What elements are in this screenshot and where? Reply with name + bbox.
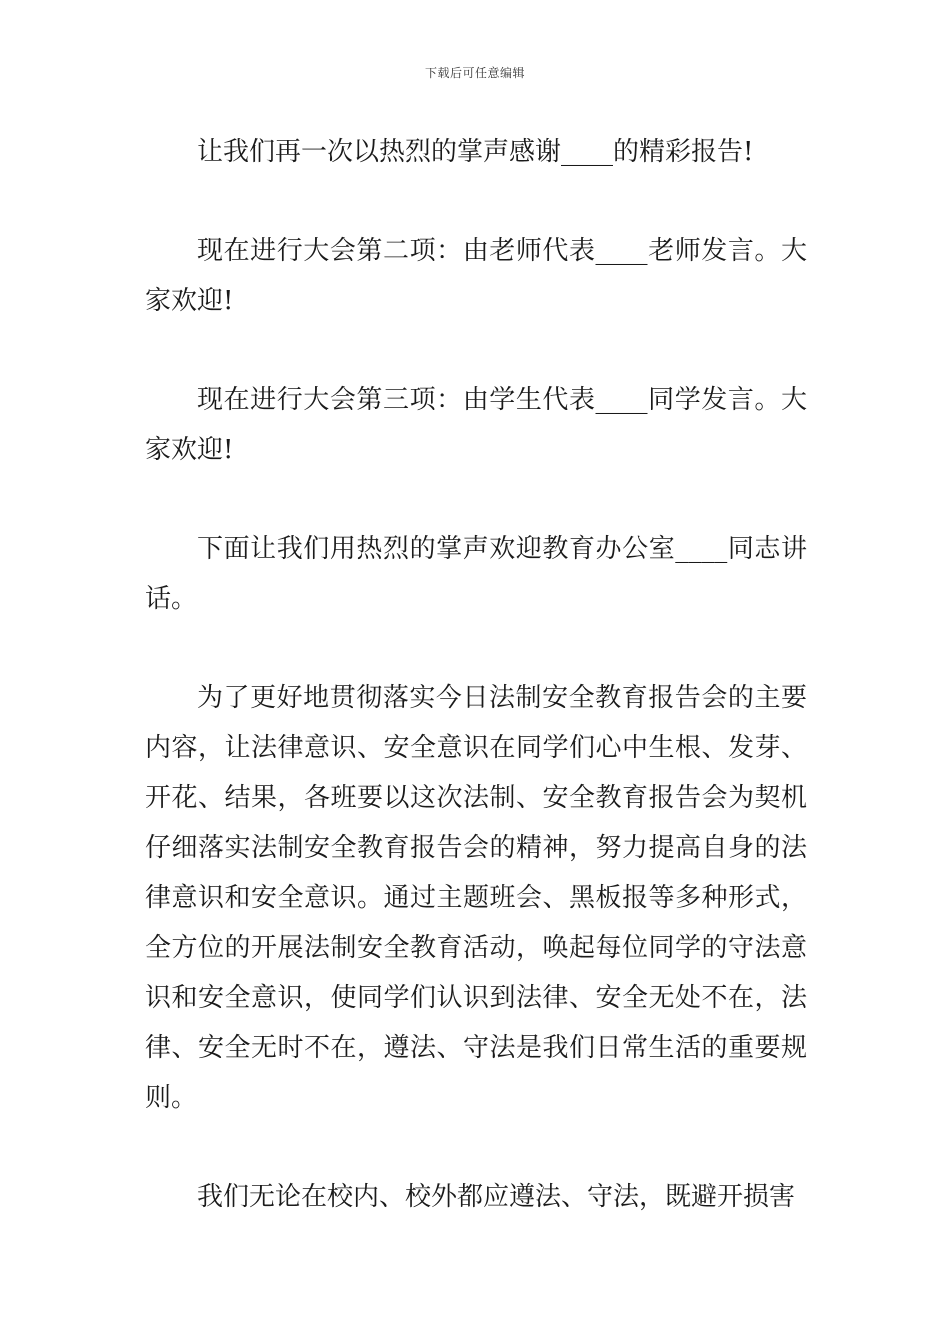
paragraph-office-speech: 下面让我们用热烈的掌声欢迎教育办公室____同志讲话。	[145, 534, 807, 614]
paragraph-teacher-speech: 现在进行大会第二项：由老师代表____老师发言。大家欢迎!	[145, 236, 807, 316]
document-body	[145, 127, 807, 1271]
header-note: 下载后可任意编辑	[424, 66, 525, 80]
paragraph-thanks-report: 让我们再一次以热烈的掌声感谢____的精彩报告!	[197, 137, 754, 167]
paragraph-implementation: 为了更好地贯彻落实今日法制安全教育报告会的主要内容，让法律意识、安全意识在同学们心中生根、发芽、开花、结果，各班要以这次法制、安全教育报告会为契机仔细落实法制安全教育报告会的精神，努力提高自身的法律意识和安全意识。通过主题班会、黑板报等多种形式，全方位的开展法制安全教育活动，唤起每位同学的守法意识和安全意识，使同学们认识到法律、安全无处不在，法律、安全无时不在，遵法、守法是我们日常生活的重要规则。	[145, 683, 807, 1113]
paragraph-student-speech: 现在进行大会第三项：由学生代表____同学发言。大家欢迎!	[145, 385, 807, 465]
paragraph-abide-law: 我们无论在校内、校外都应遵法、守法，既避开损害	[197, 1182, 796, 1212]
